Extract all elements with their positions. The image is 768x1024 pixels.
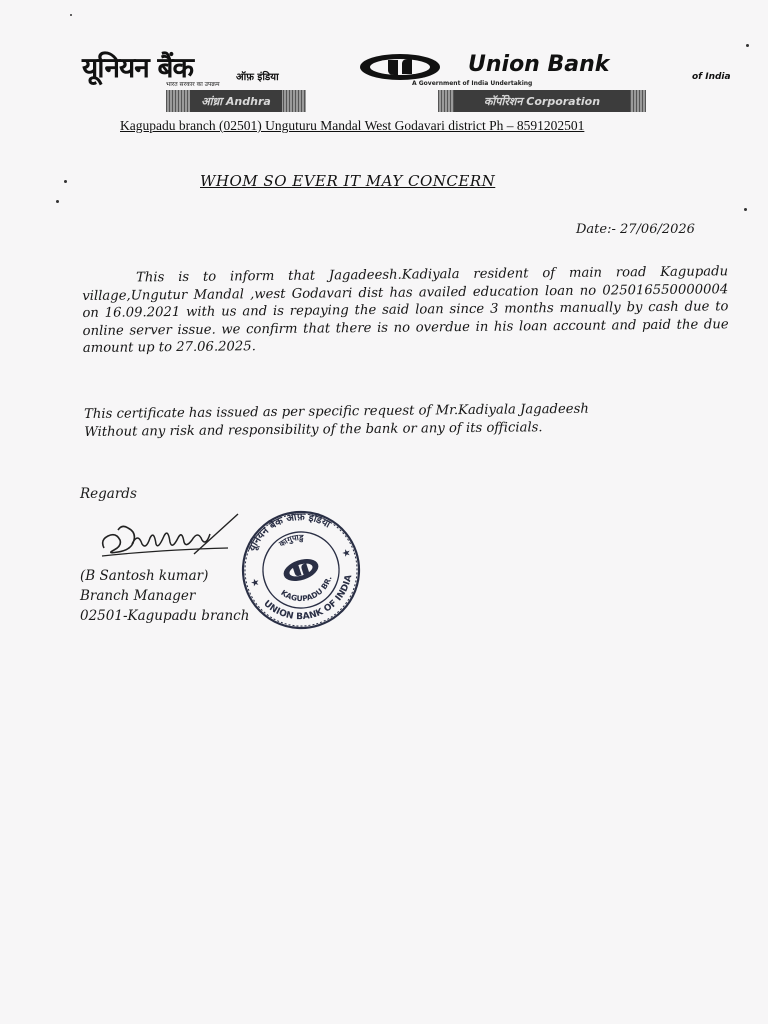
body-paragraph-1: This is to inform that Jagadeesh.Kadiyala resident of main road Kagupadu village,Ungutur Mandal ,west Godavari dist has availed education loan no 025016550000004 on 16.09.2021 with us and is repaying the said loan since 3 months manually by cash due to online server issue. we confirm that there is no overdue in his loan account and paid the due amount up to 27.06.2025.: [82, 264, 729, 356]
signatory-block: [80, 566, 249, 626]
handwritten-signature: [98, 510, 244, 560]
bank-subname-english: of India: [692, 72, 731, 82]
corporation-logo-band: [454, 90, 630, 112]
stamp-inner-bottom-text: KAGUPADU BR.: [279, 575, 334, 604]
stamp-top-text: यूनियन बैंक ऑफ़ इंडिया: [247, 511, 332, 554]
andhra-logo-band: [190, 90, 282, 112]
letter-date: Date:- 27/06/2026: [576, 222, 695, 237]
bank-subname-hindi: ऑफ़ इंडिया: [236, 72, 279, 83]
bank-letterhead: [82, 48, 732, 120]
signatory-name: (B Santosh kumar): [80, 568, 209, 584]
tagline-row: [166, 80, 726, 88]
branch-address-line: Kagupadu branch (02501) Unguturu Mandal West Godavari district Ph – 8591202501: [120, 118, 585, 133]
bank-name-hindi: यूनियन बैंक: [82, 51, 194, 84]
bank-seal-stamp: [233, 507, 369, 633]
andhra-logo-text: आंध्रा Andhra: [201, 94, 271, 108]
signatory-title: Branch Manager: [80, 588, 196, 604]
letter-heading: WHOM SO EVER IT MAY CONCERN: [200, 172, 496, 190]
svg-text:★: ★: [340, 546, 353, 561]
body-paragraph-2: [84, 399, 730, 441]
stamp-logo-icon: [281, 555, 321, 585]
body-paragraph-2-line-1: This certificate has issued as per specific request of Mr.Kadiyala Jagadeesh: [84, 401, 589, 422]
union-bank-logo-icon: [358, 52, 442, 82]
tagline-english: A Government of India Undertaking: [412, 80, 533, 87]
svg-text:★: ★: [249, 576, 262, 590]
stamp-inner-text: कागुपाडु: [277, 532, 304, 549]
body-paragraph-2-line-2: Without any risk and responsibility of the bank or any of its officials.: [84, 419, 543, 440]
tagline-hindi: भारत सरकार का उपक्रम: [166, 81, 220, 88]
bank-name-english: Union Bank: [468, 52, 610, 77]
signatory-branch: 02501-Kagupadu branch: [80, 608, 250, 624]
corporation-logo-text: कॉर्पोरेशन Corporation: [483, 94, 601, 108]
regards-text: Regards: [80, 486, 137, 502]
stamp-bottom-text: UNION BANK OF INDIA: [261, 573, 355, 623]
